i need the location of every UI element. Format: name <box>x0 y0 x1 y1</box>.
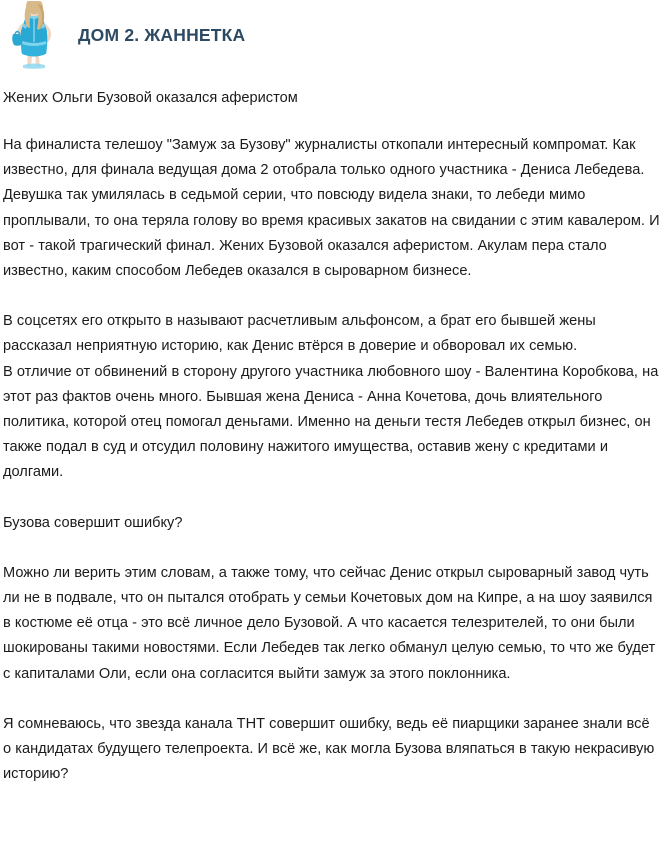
article-subheading-question: Бузова совершит ошибку? <box>3 514 183 531</box>
article-paragraph-5: Я сомневаюсь, что звезда канала ТНТ совершит ошибку, ведь её пиарщики заранее знали всё о кандидатах будущего телепроекта. И всё же, как могла Бузова вляпаться в такую некрасивую историю? <box>3 715 655 783</box>
site-header <box>0 0 670 70</box>
site-title: ДОМ 2. ЖАННЕТКА <box>78 24 246 45</box>
article-paragraph-1: На финалиста телешоу "Замуж за Бузову" журналисты откопали интересный компромат. Как известно, для финала ведущая дома 2 отобрала только одного участника - Дениса Лебедева. Девушка так умилялась в седьмой серии, что повсюду видела знаки, то лебеди мимо проплывали, то она теряла голову во время красивых закатов на свидании с этим кавалером. И вот - такой трагический финал. Жених Бузовой оказался аферистом. Акулам пера стало известно, каким способом Лебедев оказался в сыроварном бизнесе. <box>3 137 660 280</box>
woman-in-teal-dress-logo-icon <box>4 1 64 69</box>
article-paragraph-4: Можно ли верить этим словам, а также тому, что сейчас Денис открыл сыроварный завод чуть ли не в подвале, что он пытался отобрать у семьи Кочетовых дом на Кипре, а на шоу заявился в костюме её отца - это всё личное дело Бузовой. А что касается телезрителей, то они были шокированы такими новостями. Если Лебедев так легко обманул целую семью, то что же будет с капиталами Оли, если она согласится выйти замуж за этого поклонника. <box>3 564 656 682</box>
article-headline: Жених Ольги Бузовой оказался аферистом <box>3 90 298 106</box>
article-paragraph-2: В соцсетях его открыто в называют расчетливым альфонсом, а брат его бывшей жены рассказал неприятную историю, как Денис втёрся в доверие и обворовал их семью. <box>3 313 596 355</box>
article-paragraph-3: В отличие от обвинений в сторону другого участника любовного шоу - Валентина Коробкова, на этот раз фактов очень много. Бывшая жена Дениса - Анна Кочетова, дочь влиятельного политика, которой отец помогал деньгами. Именно на деньги тестя Лебедев открыл бизнес, он также подал в суд и отсудил половину нажитого имущества, оставив жену с кредитами и долгами. <box>3 363 659 481</box>
article <box>0 86 670 787</box>
article-body <box>3 133 662 787</box>
